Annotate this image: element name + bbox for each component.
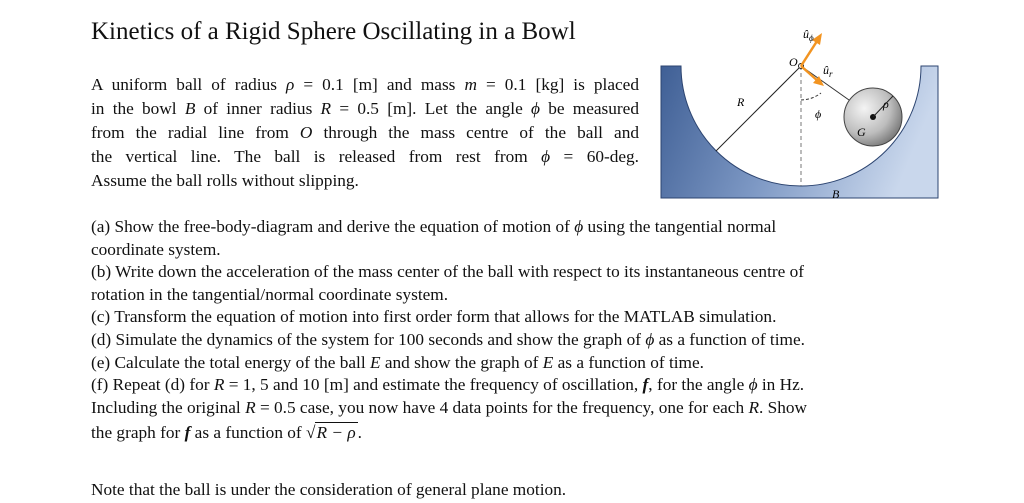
part-b-line-2: rotation in the tangential/normal coordinate system.	[91, 284, 449, 304]
part-d-line-1: (d) Simulate the dynamics of the system for 100 seconds and show the graph of ϕ as a function of time.	[91, 329, 805, 349]
intro-line-1: A uniform ball of radius ρ = 0.1 [m] and mass m = 0.1 [kg] is placed	[91, 75, 639, 94]
page-title: Kinetics of a Rigid Sphere Oscillating in a Bowl	[91, 18, 576, 45]
intro-line-5: Assume the ball rolls without slipping.	[91, 171, 359, 190]
note-general-plane-motion: Note that the ball is under the consideration of general plane motion.	[91, 480, 567, 499]
label-B: B	[832, 187, 840, 201]
intro-line-3: from the radial line from O through the mass centre of the ball and	[91, 123, 640, 142]
sqrt-radicand: R − ρ	[316, 423, 356, 443]
intro-line-4: the vertical line. The ball is released from rest from ϕ = 60-deg.	[91, 147, 639, 166]
part-a-line-2: coordinate system.	[91, 239, 221, 259]
label-G: G	[857, 125, 866, 139]
label-phi: ϕ	[815, 107, 822, 121]
phi-angle-arc	[801, 93, 821, 100]
label-O: O	[789, 55, 798, 69]
problem-parts	[91, 216, 937, 445]
problem-intro	[91, 73, 639, 193]
label-u-r: $û_r$	[823, 63, 833, 79]
label-u-phi: $û_\phi$	[803, 27, 814, 43]
part-f-line-2: Including the original R = 0.5 case, you now have 4 data points for the frequency, one for each R. Show	[91, 397, 808, 417]
part-f-line-1: (f) Repeat (d) for R = 1, 5 and 10 [m] and estimate the frequency of oscillation, f, for the angle ϕ in Hz.	[91, 375, 805, 395]
sqrt-symbol: √	[306, 423, 316, 443]
part-f-line-3: the graph for f as a function of √R − ρ .	[91, 423, 362, 443]
part-a-line-1: (a) Show the free-body-diagram and derive the equation of motion of ϕ using the tangential normal	[91, 217, 777, 236]
part-c-line-1: (c) Transform the equation of motion into first order form that allows for the MATLAB simulation.	[91, 307, 777, 327]
label-rho: ρ	[883, 97, 889, 111]
part-e-line-1: (e) Calculate the total energy of the ball E and show the graph of E as a function of time.	[91, 352, 704, 372]
radius-R-line	[716, 66, 801, 151]
bowl-diagram	[645, 20, 940, 202]
label-R: R	[737, 95, 745, 109]
intro-line-2: in the bowl B of inner radius R = 0.5 [m]. Let the angle ϕ be measured	[91, 99, 639, 118]
part-b-line-1: (b) Write down the acceleration of the mass center of the ball with respect to its instantaneous centre of	[91, 262, 805, 282]
